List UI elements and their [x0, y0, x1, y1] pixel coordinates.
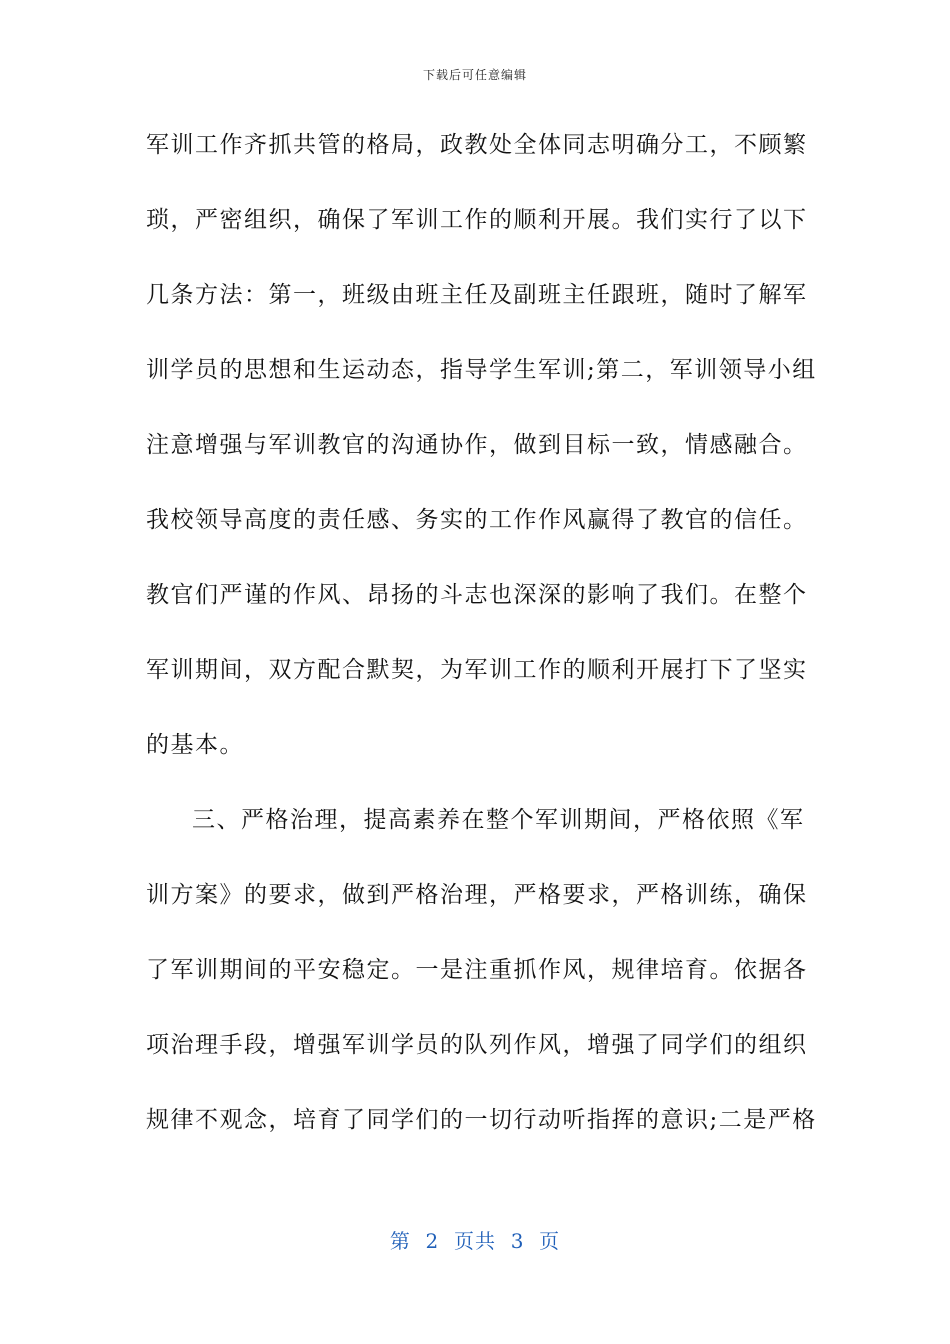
text-line: 军训工作齐抓共管的格局，政教处全体同志明确分工，不顾繁 [146, 132, 808, 158]
header-note: 下载后可任意编辑 [422, 68, 527, 82]
text-line: 规律不观念，培育了同学们的一切行动听指挥的意识;二是严格 [146, 1107, 817, 1133]
text-line: 了军训期间的平安稳定。一是注重抓作风，规律培育。依据各 [146, 957, 808, 983]
text-line: 注意增强与军训教官的沟通协作，做到目标一致，情感融合。 [146, 432, 808, 458]
text-line: 训学员的思想和生运动态，指导学生军训;第二，军训领导小组 [146, 357, 817, 383]
text-line: 几条方法：第一，班级由班主任及副班主任跟班，随时了解军 [146, 282, 808, 308]
paragraph-start-line: 三、严格治理，提高素养在整个军训期间，严格依照《军 [192, 807, 805, 833]
document-body [146, 122, 826, 1172]
text-line: 项治理手段，增强军训学员的队列作风，增强了同学们的组织 [146, 1032, 808, 1058]
text-line: 的基本。 [146, 732, 244, 758]
text-line: 我校领导高度的责任感、务实的工作作风赢得了教官的信任。 [146, 507, 808, 533]
text-line: 训方案》的要求，做到严格治理，严格要求，严格训练，确保 [146, 882, 808, 908]
page-number-footer: 第 2 页共 3 页 [389, 1229, 561, 1253]
text-line: 教官们严谨的作风、昂扬的斗志也深深的影响了我们。在整个 [146, 582, 808, 608]
text-line: 琐，严密组织，确保了军训工作的顺利开展。我们实行了以下 [146, 207, 808, 233]
text-line: 军训期间，双方配合默契，为军训工作的顺利开展打下了坚实 [146, 657, 808, 683]
